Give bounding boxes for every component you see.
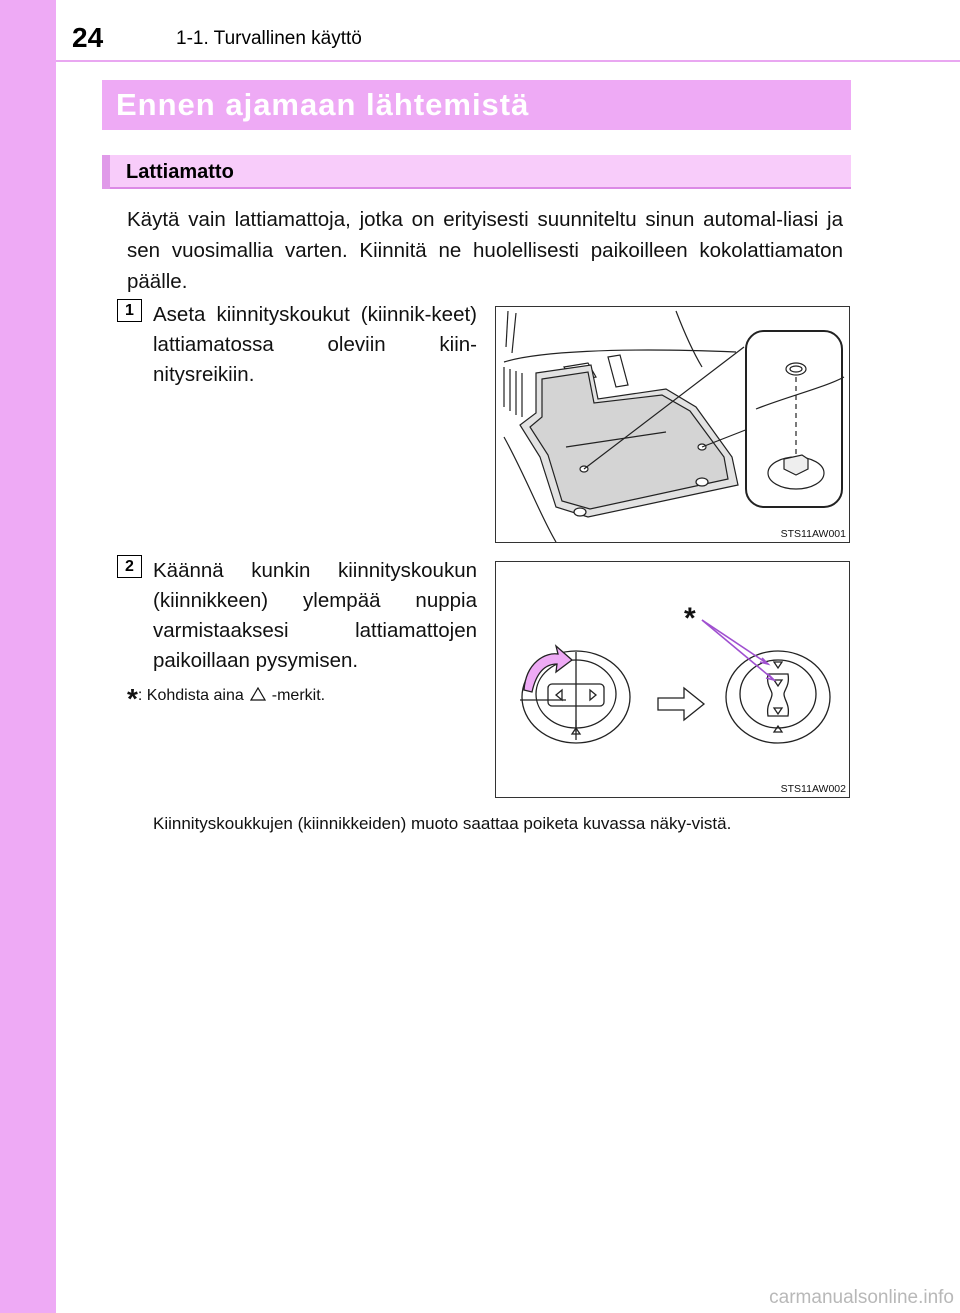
footnote-suffix: -merkit.: [271, 687, 326, 704]
page-title: Ennen ajamaan lähtemistä: [116, 87, 530, 122]
footnote-prefix: : Kohdista aina: [137, 687, 244, 704]
knob-rotation-illustration: [496, 562, 849, 797]
asterisk-marker: *: [684, 602, 696, 635]
intro-paragraph: Käytä vain lattiamattoja, jotka on erityisesti suunniteltu sinun automal-liasi ja sen vuosimallia varten. Kiinnitä ne huolellisesti paikoilleen kokolattiamaton päälle.: [127, 208, 843, 293]
figure-knob-rotation: [495, 561, 850, 798]
page-number: 24: [72, 22, 104, 53]
footnote-marker: *: [127, 683, 138, 714]
step-text-1: Aseta kiinnityskoukut (kiinnik-keet) lattiamatossa oleviin kiin-nitysreikiin.: [153, 303, 477, 386]
figure-floor-mat-hooks: [495, 306, 850, 543]
note-paragraph: Kiinnityskoukkujen (kiinnikkeiden) muoto saattaa poiketa kuvassa näky-vistä.: [153, 814, 732, 833]
page-title-banner: [102, 80, 851, 130]
subheading-accent: [102, 155, 110, 189]
step-number-2: 2: [117, 555, 142, 578]
step-number-1: 1: [117, 299, 142, 322]
header-divider: [56, 60, 960, 62]
watermark: carmanualsonline.info: [769, 1287, 954, 1308]
figure-code-1: STS11AW001: [780, 528, 846, 540]
step-text-2: Käännä kunkin kiinnityskoukun (kiinnikkeen) ylempää nuppia varmistaaksesi lattiamattojen paikoillaan pysymisen.: [153, 559, 477, 672]
floor-mat-illustration: [496, 307, 849, 542]
subheading-title: Lattiamatto: [126, 161, 234, 183]
triangle-mark-icon: [250, 687, 266, 701]
subheading: [102, 155, 851, 189]
side-tab: [0, 0, 56, 1313]
footnote: [127, 675, 326, 714]
section-title: 1-1. Turvallinen käyttö: [176, 28, 362, 49]
figure-code-2: STS11AW002: [780, 783, 846, 795]
